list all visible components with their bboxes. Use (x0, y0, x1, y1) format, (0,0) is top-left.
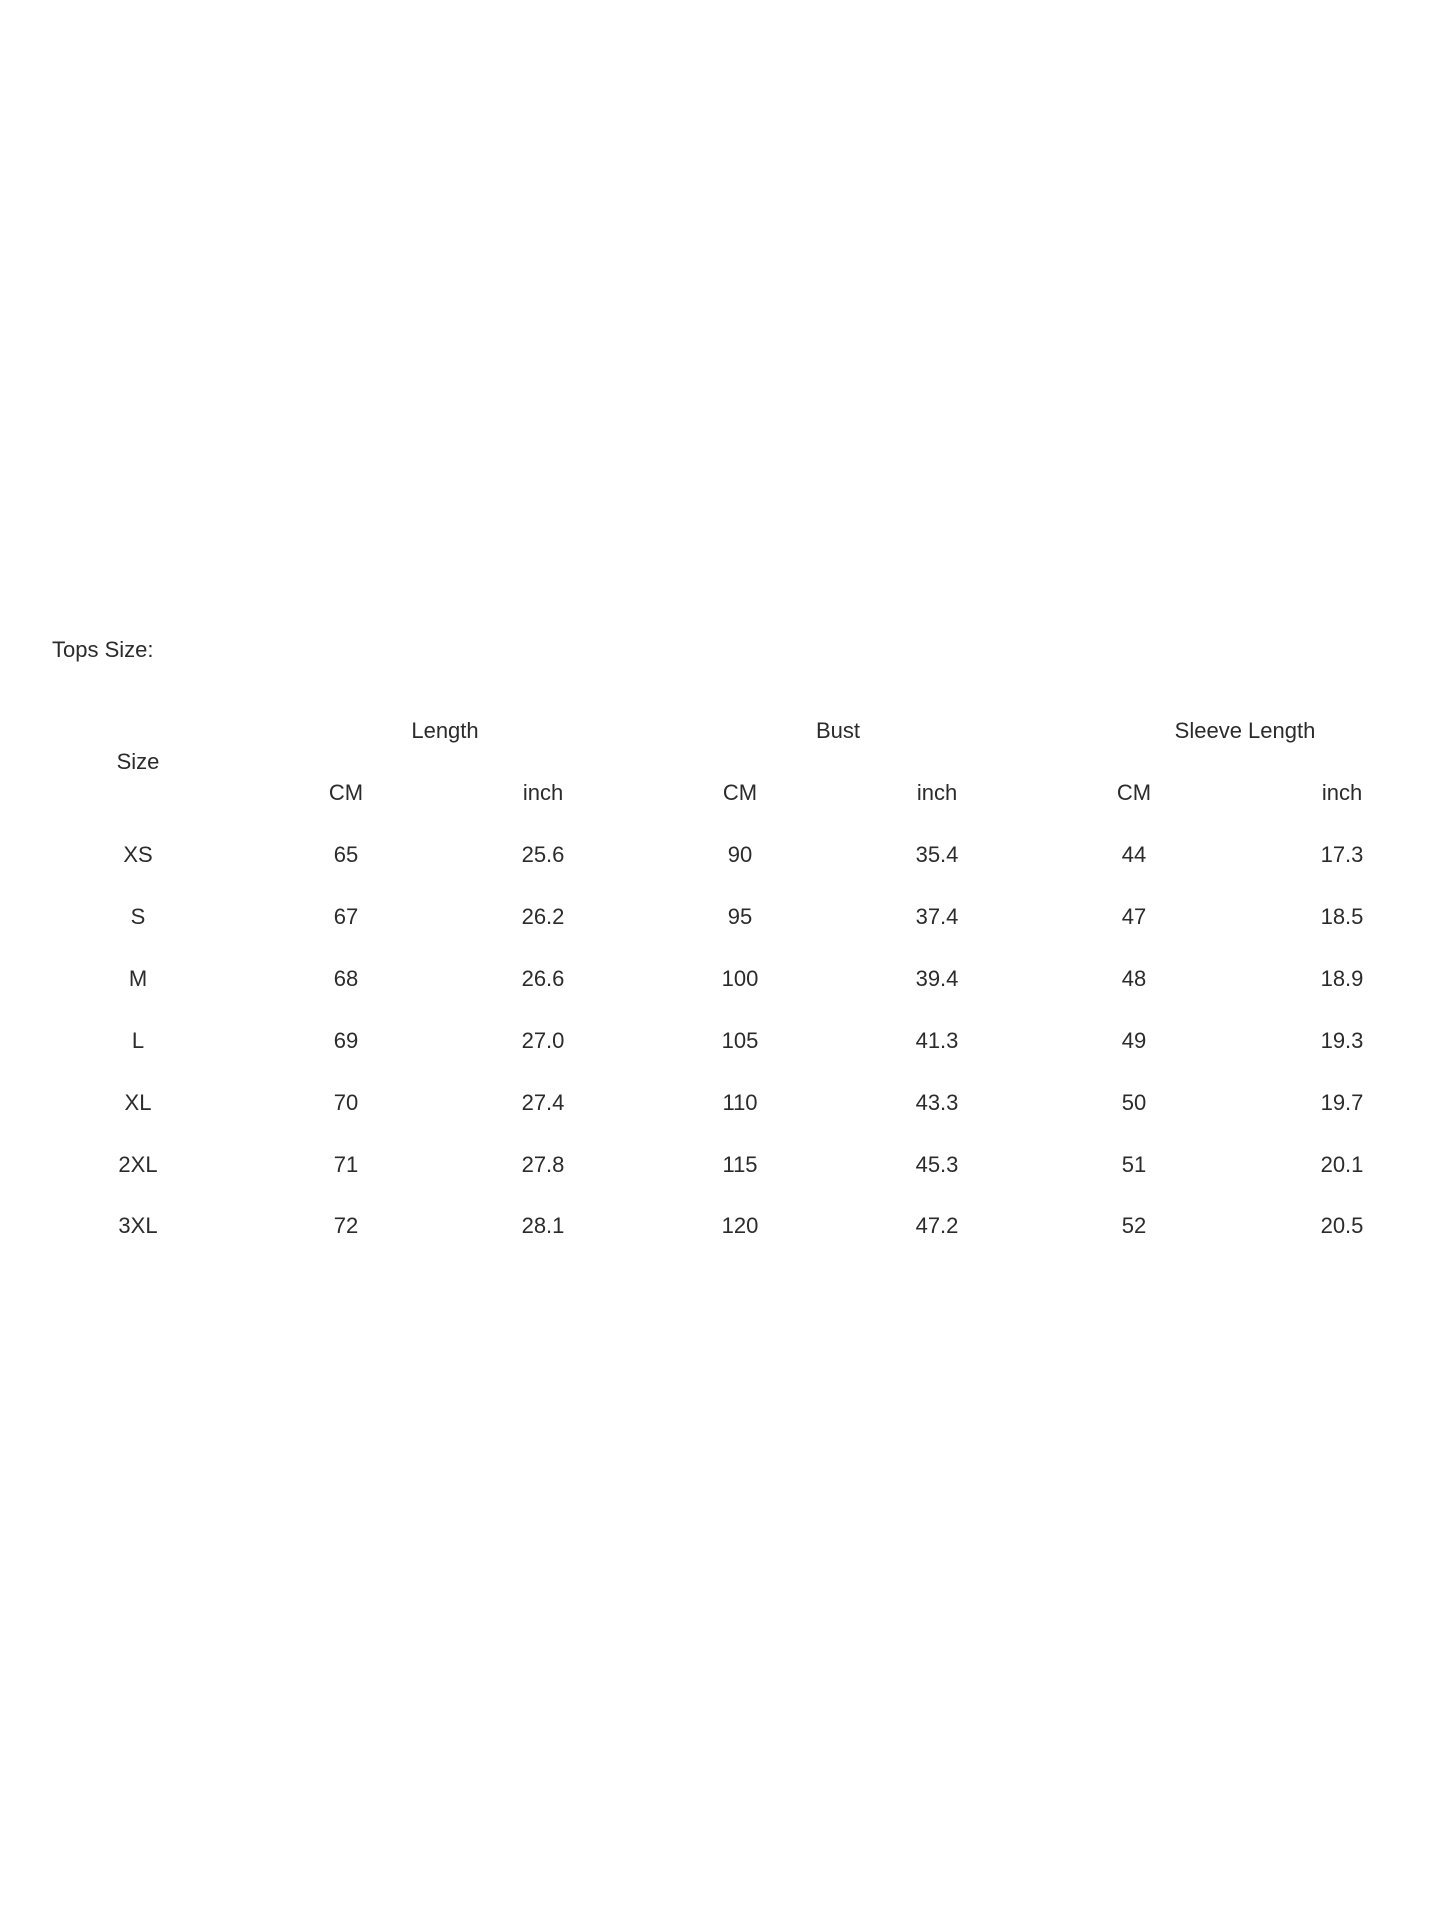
table-cell: 105 (721, 1027, 759, 1053)
table-cell: 110 (722, 1089, 758, 1115)
unit-header: inch (522, 780, 564, 805)
table-cell: 95 (727, 903, 753, 929)
size-label: S (130, 903, 146, 929)
table-cell: 28.1 (521, 1213, 565, 1239)
size-label: 2XL (118, 1151, 158, 1177)
table-cell: 27.4 (521, 1089, 565, 1115)
table-cell: 90 (727, 842, 753, 867)
table-cell: 37.4 (915, 903, 959, 929)
table-cell: 67 (333, 903, 359, 929)
size-label: XS (123, 842, 153, 867)
table-cell: 120 (721, 1213, 759, 1239)
table-cell: 44 (1121, 842, 1147, 867)
table-cell: 35.4 (915, 842, 959, 867)
table-cell: 18.5 (1320, 903, 1364, 929)
unit-header: inch (1321, 780, 1363, 805)
table-cell: 69 (333, 1027, 359, 1053)
table-cell: 47 (1121, 903, 1147, 929)
table-cell: 49 (1121, 1027, 1147, 1053)
table-cell: 25.6 (521, 842, 565, 867)
group-header: Length (411, 718, 479, 743)
unit-header: CM (328, 780, 364, 805)
group-header: Bust (815, 718, 861, 743)
size-column-header: Size (116, 749, 160, 774)
table-cell: 48 (1121, 965, 1147, 991)
table-cell: 51 (1121, 1151, 1147, 1177)
table-cell: 43.3 (915, 1089, 959, 1115)
table-cell: 26.6 (521, 965, 565, 991)
size-label: M (128, 965, 148, 991)
table-cell: 17.3 (1320, 842, 1364, 867)
table-cell: 70 (333, 1089, 359, 1115)
table-cell: 71 (333, 1151, 359, 1177)
table-cell: 72 (333, 1213, 359, 1239)
table-cell: 18.9 (1320, 965, 1364, 991)
group-header: Sleeve Length (1174, 718, 1316, 743)
table-cell: 50 (1121, 1089, 1147, 1115)
table-cell: 39.4 (915, 965, 959, 991)
table-cell: 19.7 (1320, 1089, 1364, 1115)
unit-header: CM (722, 780, 758, 805)
table-cell: 41.3 (915, 1027, 959, 1053)
table-cell: 100 (721, 965, 759, 991)
table-cell: 52 (1121, 1213, 1147, 1239)
unit-header: inch (916, 780, 958, 805)
table-cell: 27.8 (521, 1151, 565, 1177)
table-cell: 27.0 (521, 1027, 565, 1053)
table-cell: 47.2 (915, 1213, 959, 1239)
table-cell: 68 (333, 965, 359, 991)
table-cell: 115 (722, 1151, 758, 1177)
table-cell: 45.3 (915, 1151, 959, 1177)
size-label: 3XL (118, 1213, 158, 1239)
table-cell: 26.2 (521, 903, 565, 929)
size-label: L (131, 1027, 145, 1053)
table-cell: 20.5 (1320, 1213, 1364, 1239)
table-cell: 20.1 (1320, 1151, 1364, 1177)
table-cell: 19.3 (1320, 1027, 1364, 1053)
page-title: Tops Size: (52, 637, 154, 662)
size-label: XL (124, 1089, 152, 1115)
unit-header: CM (1116, 780, 1152, 805)
table-cell: 65 (333, 842, 359, 867)
